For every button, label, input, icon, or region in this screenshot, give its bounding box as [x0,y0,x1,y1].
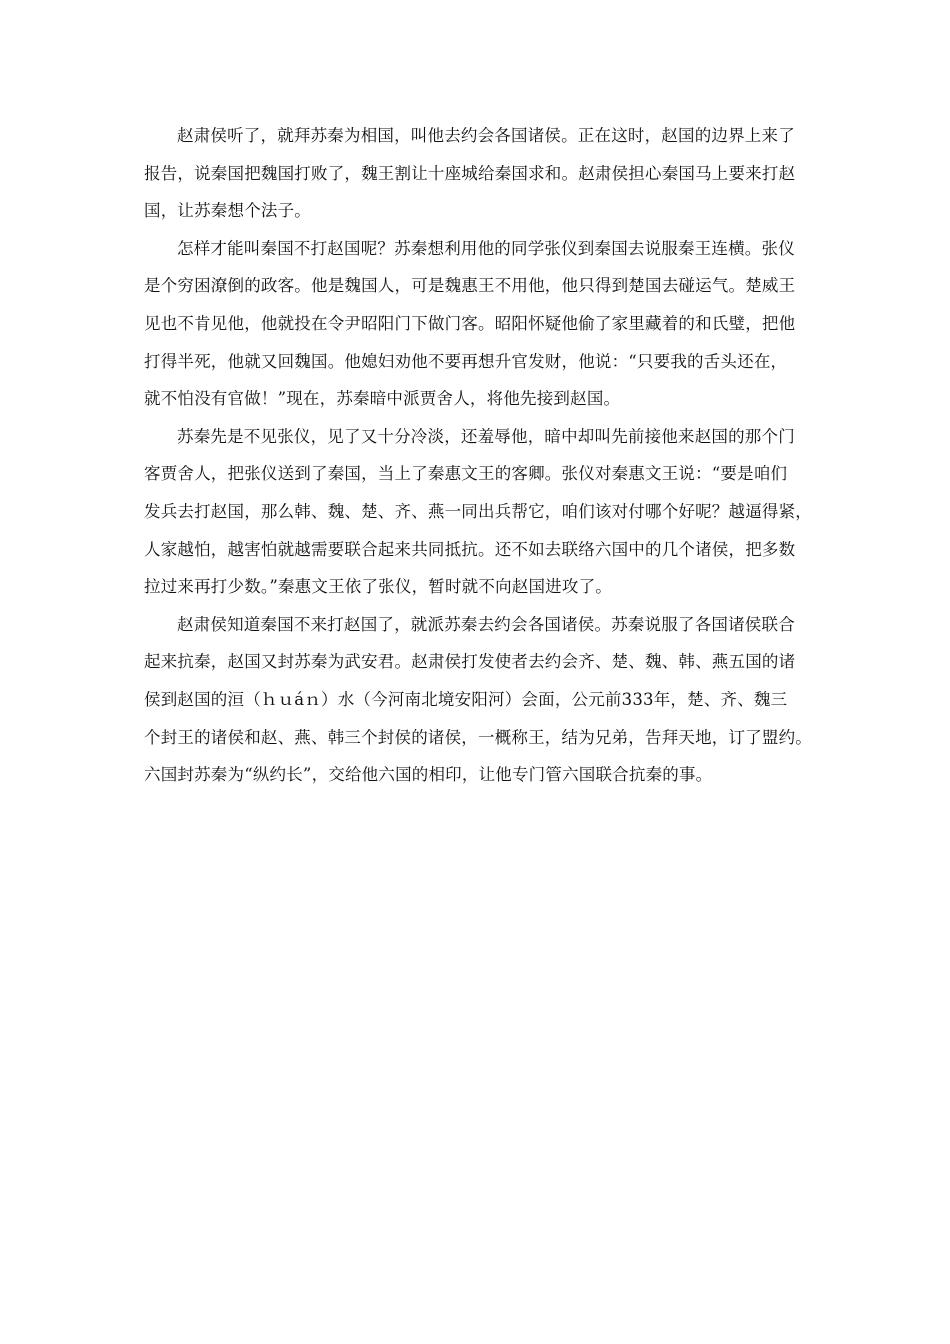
text-line: 发兵去打赵国，那么韩、魏、楚、齐、燕一同出兵帮它，咱们该对付哪个好呢？越逼得紧， [144,501,812,521]
text-line: 侯到赵国的洹（ｈｕáｎ）水（今河南北境安阳河）会面，公元前333年，楚、齐、魏三 [144,689,788,709]
text-line: 就不怕没有官做！”现在，苏秦暗中派贾舍人，将他先接到赵国。 [144,389,621,409]
paragraph-2 [144,230,818,418]
text-line: 人家越怕，越害怕就越需要联合起来共同抵抗。还不如去联络六国中的几个诸侯，把多数 [144,539,796,559]
text-line: 苏秦先是不见张仪，见了又十分冷淡，还羞辱他，暗中却叫先前接他来赵国的那个门 [177,426,795,446]
text-line: 拉过来再打少数。”秦惠文王依了张仪，暂时就不向赵国进攻了。 [144,577,612,597]
text-line: 起来抗秦，赵国又封苏秦为武安君。赵肃侯打发使者去约会齐、楚、魏、韩、燕五国的诸 [144,652,796,672]
text-line: 是个穷困潦倒的政客。他是魏国人，可是魏惠王不用他，他只得到楚国去碰运气。楚威王 [144,276,796,296]
document-page [144,117,818,794]
text-line: 赵肃侯知道秦国不来打赵国了，就派苏秦去约会各国诸侯。苏秦说服了各国诸侯联合 [177,614,795,634]
text-line: 个封王的诸侯和赵、燕、韩三个封侯的诸侯，一概称王，结为兄弟，告拜天地，订了盟约。 [144,727,812,747]
paragraph-4 [144,606,818,794]
text-line: 国，让苏秦想个法子。 [144,201,311,221]
paragraph-3 [144,418,818,606]
text-line: 怎样才能叫秦国不打赵国呢？苏秦想利用他的同学张仪到秦国去说服秦王连横。张仪 [177,238,795,258]
text-line: 见也不肯见他，他就投在令尹昭阳门下做门客。昭阳怀疑他偷了家里藏着的和氏璧，把他 [144,313,796,333]
text-line: 客贾舍人，把张仪送到了秦国，当上了秦惠文王的客卿。张仪对秦惠文王说：“要是咱们 [144,464,788,484]
text-line: 报告，说秦国把魏国打败了，魏王割让十座城给秦国求和。赵肃侯担心秦国马上要来打赵 [144,163,796,183]
text-line: 打得半死，他就又回魏国。他媳妇劝他不要再想升官发财，他说：“只要我的舌头还在， [144,351,788,371]
text-line: 六国封苏秦为“纵约长”，交给他六国的相印，让他专门管六国联合抗秦的事。 [144,765,713,785]
text-line: 赵肃侯听了，就拜苏秦为相国，叫他去约会各国诸侯。正在这时，赵国的边界上来了 [177,126,795,145]
paragraph-1 [144,117,818,230]
